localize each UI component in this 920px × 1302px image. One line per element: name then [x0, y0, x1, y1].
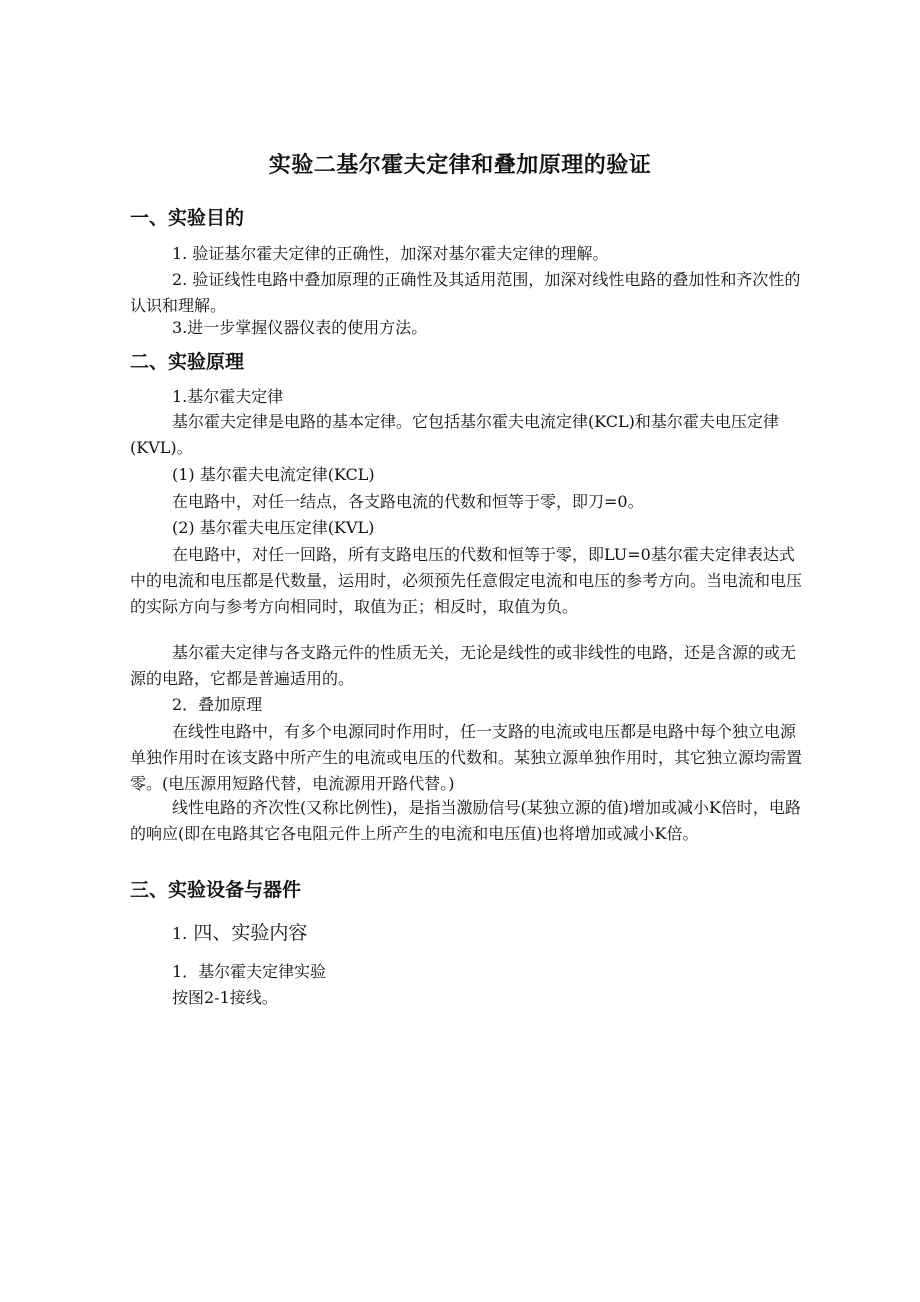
kcl-text: 在电路中，对任一结点，各支路电流的代数和恒等于零，即刀=0。	[172, 492, 644, 511]
principle-paragraph-3: 在线性电路中，有多个电源同时作用时，任一支路的电流或电压都是电路中每个独立电源单独作用时在该支路中所产生的电流或电压的代数和。某独立源单独作用时，其它独立源均需置零。(电压源用短路代替，电流源用开路代替。)	[130, 722, 803, 793]
content-number: 1.	[172, 924, 188, 943]
section-heading-content	[172, 918, 307, 945]
section-heading-principle: 二、实验原理	[130, 351, 245, 373]
content-heading-text: 四、实验内容	[193, 922, 308, 944]
principle-paragraph-4: 线性电路的齐次性(又称比例性)，是指当激励信号(某独立源的值)增加或减小K倍时，电路的响应(即在电路其它各电阻元件上所产生的电流和电压值)也将增加或减小K倍。	[130, 798, 801, 843]
page-title: 实验二基尔霍夫定律和叠加原理的验证	[268, 153, 652, 178]
content-item-2: 按图2-1接线。	[172, 988, 278, 1007]
purpose-item-3: 3.进一步掌握仪器仪表的使用方法。	[172, 318, 428, 337]
kcl-title: (1) 基尔霍夫电流定律(KCL)	[172, 465, 375, 484]
kvl-title: (2) 基尔霍夫电压定律(KVL)	[172, 518, 375, 537]
section-heading-purpose: 一、实验目的	[130, 207, 245, 229]
purpose-item-2: 2. 验证线性电路中叠加原理的正确性及其适用范围，加深对线性电路的叠加性和齐次性的认识和理解。	[130, 270, 801, 315]
principle-paragraph-1: 基尔霍夫定律是电路的基本定律。它包括基尔霍夫电流定律(KCL)和基尔霍夫电压定律(KVL)。	[130, 412, 779, 457]
principle-subheading-superposition: 2．叠加原理	[172, 695, 263, 714]
principle-subheading-kirchhoff: 1.基尔霍夫定律	[172, 387, 284, 406]
purpose-item-1: 1. 验证基尔霍夫定律的正确性，加深对基尔霍夫定律的理解。	[172, 244, 609, 263]
kvl-text: 在电路中，对任一回路，所有支路电压的代数和恒等于零，即LU=0基尔霍夫定律表达式中的电流和电压都是代数量，运用时，必须预先任意假定电流和电压的参考方向。当电流和电压的实际方向与参考方向相同时，取值为正；相反时，取值为负。	[130, 545, 803, 616]
section-heading-equipment: 三、实验设备与器件	[130, 879, 302, 901]
content-item-1: 1．基尔霍夫定律实验	[172, 962, 327, 981]
principle-paragraph-2: 基尔霍夫定律与各支路元件的性质无关，无论是线性的或非线性的电路，还是含源的或无源的电路，它都是普遍适用的。	[130, 643, 797, 688]
